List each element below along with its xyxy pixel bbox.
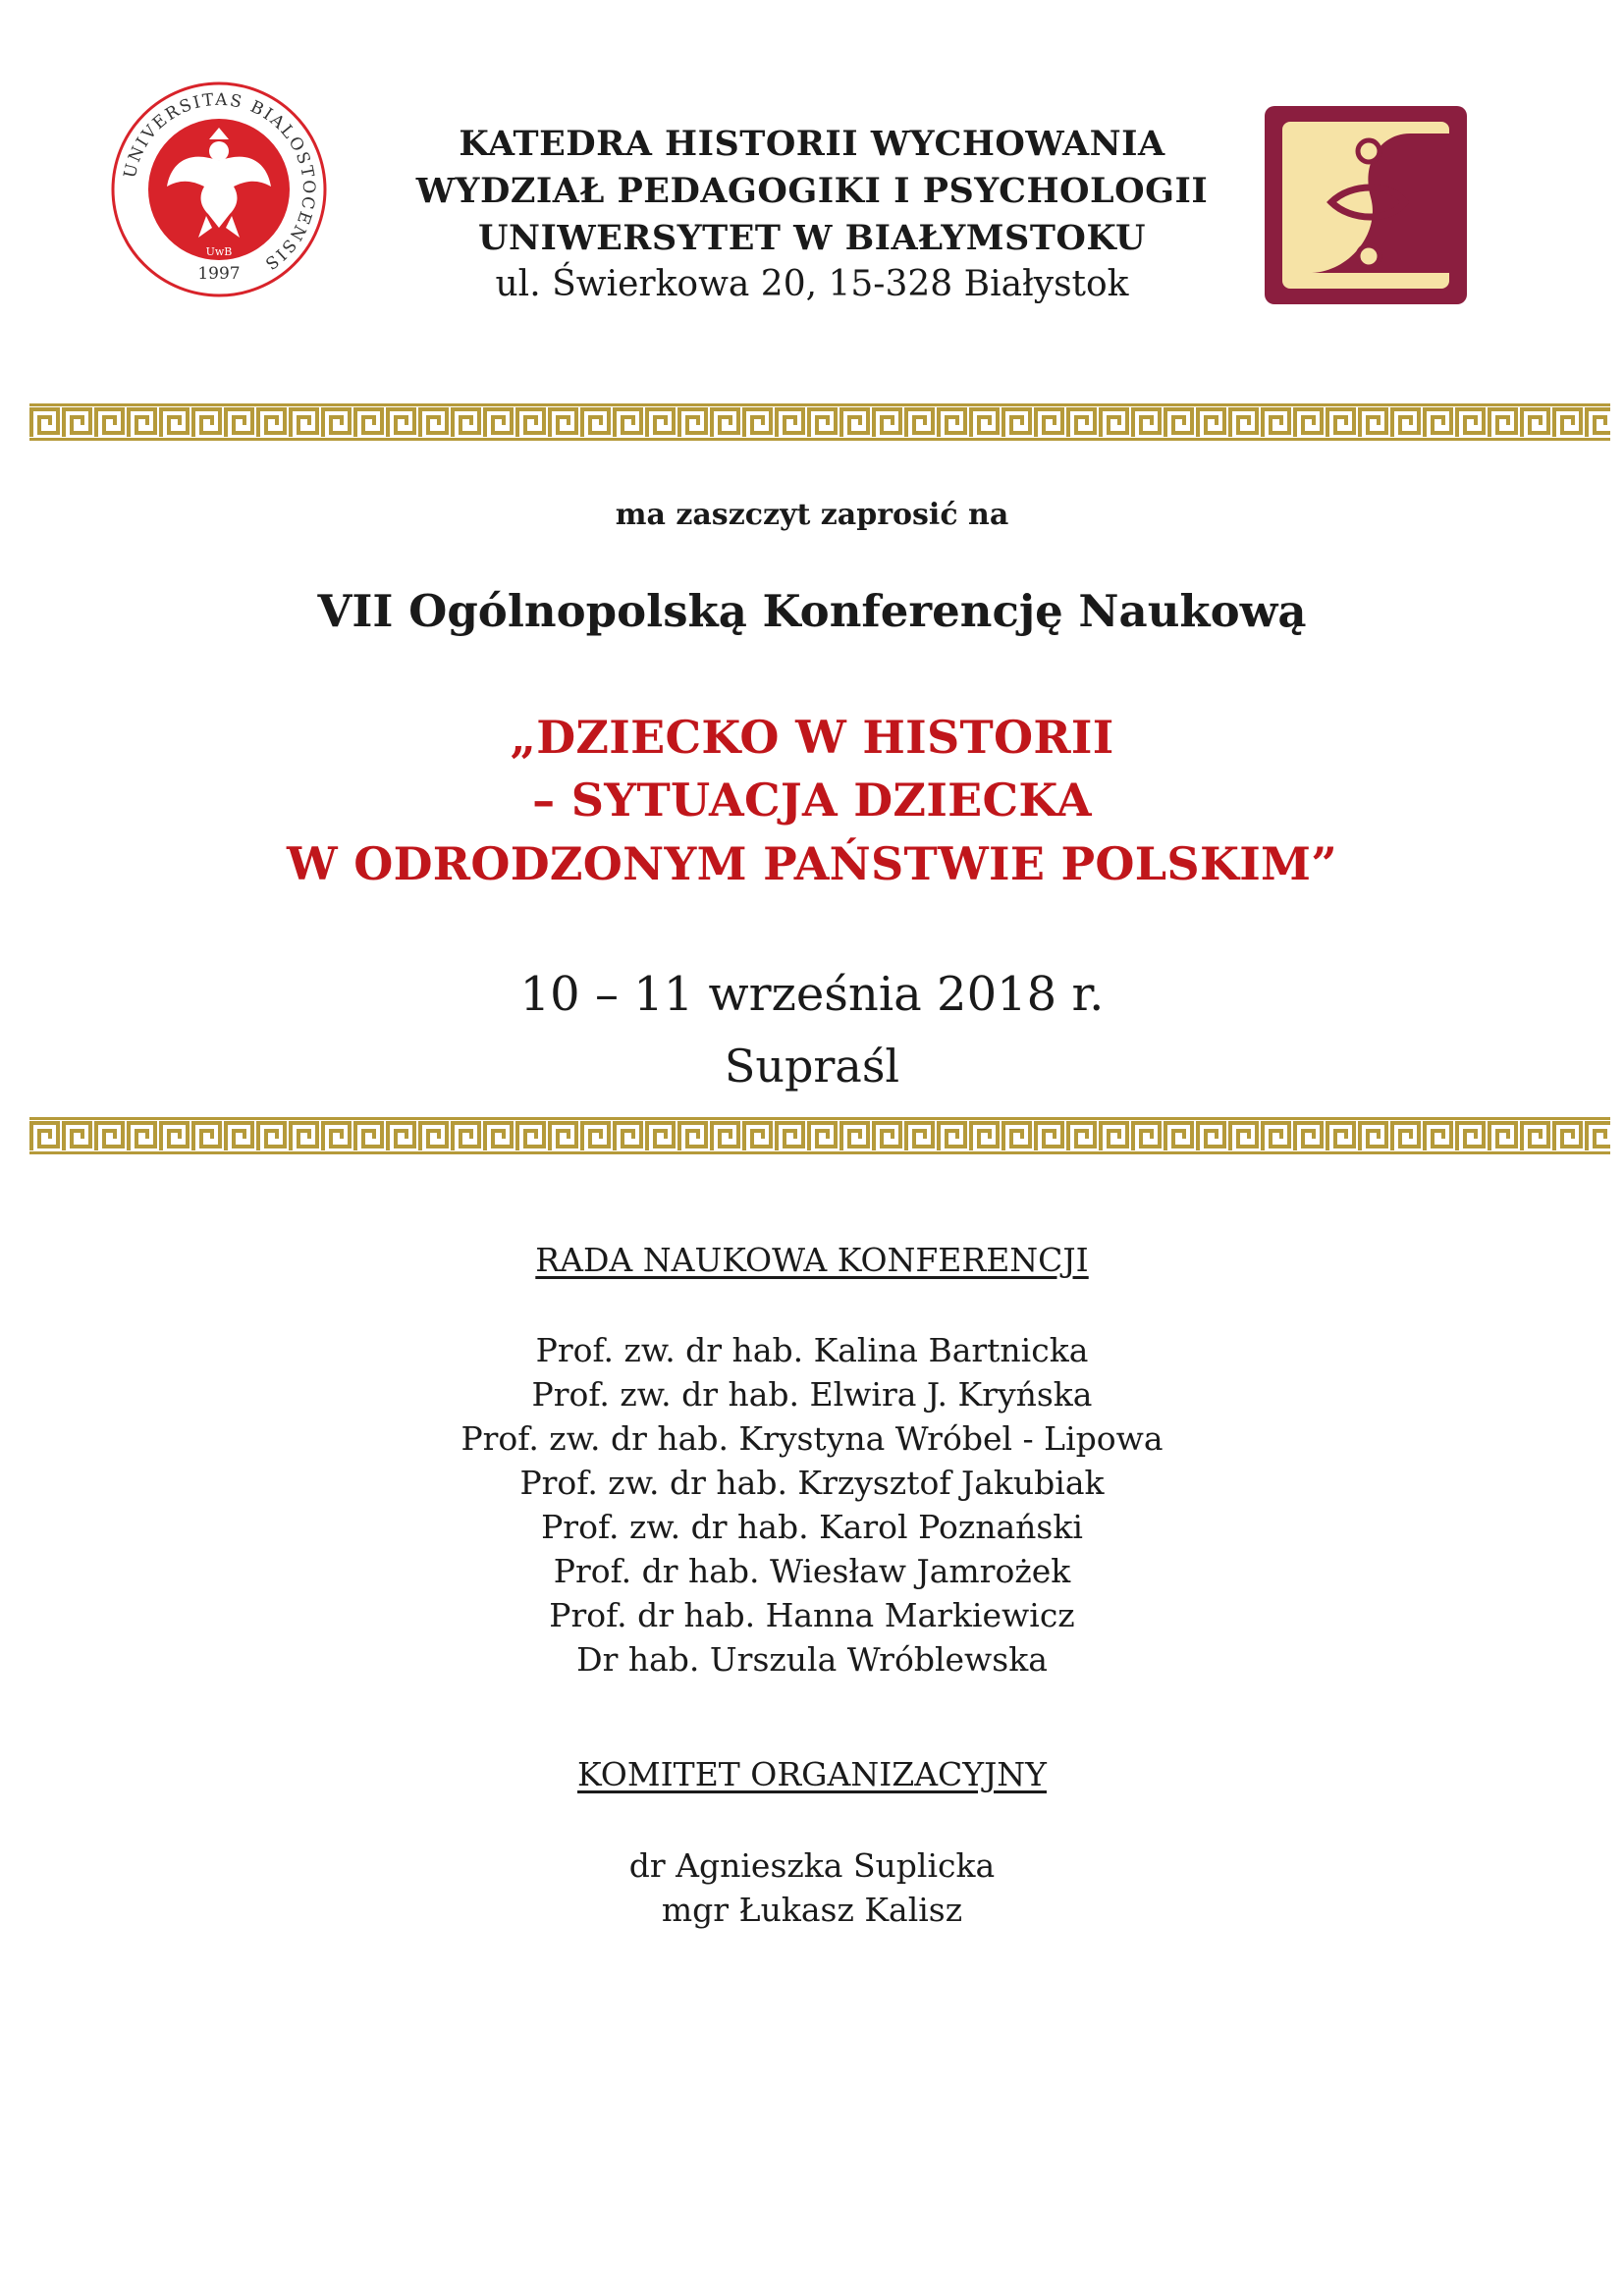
list-item: Prof. zw. dr hab. Elwira J. Kryńska [531, 1375, 1093, 1414]
svg-text:1997: 1997 [197, 264, 241, 284]
conference-place: Supraśl [724, 1040, 900, 1093]
header-line-3: UNIWERSYTET W BIAŁYMSTOKU [477, 218, 1147, 258]
list-item: dr Agnieszka Suplicka [628, 1846, 996, 1885]
greek-meander-border [29, 403, 1610, 441]
header-line-1: KATEDRA HISTORII WYCHOWANIA [459, 124, 1165, 164]
title-line-2: – SYTUACJA DZIECKA [532, 774, 1092, 827]
conference-date: 10 – 11 września 2018 r. [519, 967, 1105, 1022]
faculty-logo-icon [1263, 104, 1469, 306]
svg-text:UNIVERSITAS BIALOSTOCENSIS: UNIVERSITAS BIALOSTOCENSIS [120, 89, 319, 275]
greek-meander-border [29, 1117, 1610, 1154]
list-item: Prof. zw. dr hab. Krystyna Wróbel - Lipowa [460, 1419, 1164, 1458]
header-address: ul. Świerkowa 20, 15-328 Białystok [495, 264, 1129, 304]
organizing-committee-heading: KOMITET ORGANIZACYJNY [577, 1755, 1047, 1793]
header-line-2: WYDZIAŁ PEDAGOGIKI I PSYCHOLOGII [415, 171, 1209, 211]
list-item: mgr Łukasz Kalisz [661, 1891, 963, 1929]
organizing-committee-list [0, 1843, 1624, 1932]
list-item: Prof. zw. dr hab. Kalina Bartnicka [535, 1331, 1089, 1369]
scientific-council-list [0, 1328, 1624, 1682]
invitation-text: ma zaszczyt zaprosić na [615, 498, 1009, 532]
list-item: Prof. zw. dr hab. Karol Poznański [541, 1508, 1083, 1546]
scientific-council-heading: RADA NAUKOWA KONFERENCJI [535, 1241, 1089, 1279]
title-line-1: „DZIECKO W HISTORII [510, 711, 1114, 764]
list-item: Dr hab. Urszula Wróblewska [576, 1640, 1048, 1679]
svg-text:UwB: UwB [205, 245, 233, 258]
list-item: Prof. dr hab. Hanna Markiewicz [549, 1596, 1075, 1634]
title-line-3: W ODRODZONYM PAŃSTWIE POLSKIM” [286, 837, 1338, 890]
list-item: Prof. dr hab. Wiesław Jamrożek [553, 1552, 1071, 1590]
list-item: Prof. zw. dr hab. Krzysztof Jakubiak [519, 1464, 1105, 1502]
conference-name: VII Ogólnopolską Konferencję Naukową [317, 585, 1307, 637]
